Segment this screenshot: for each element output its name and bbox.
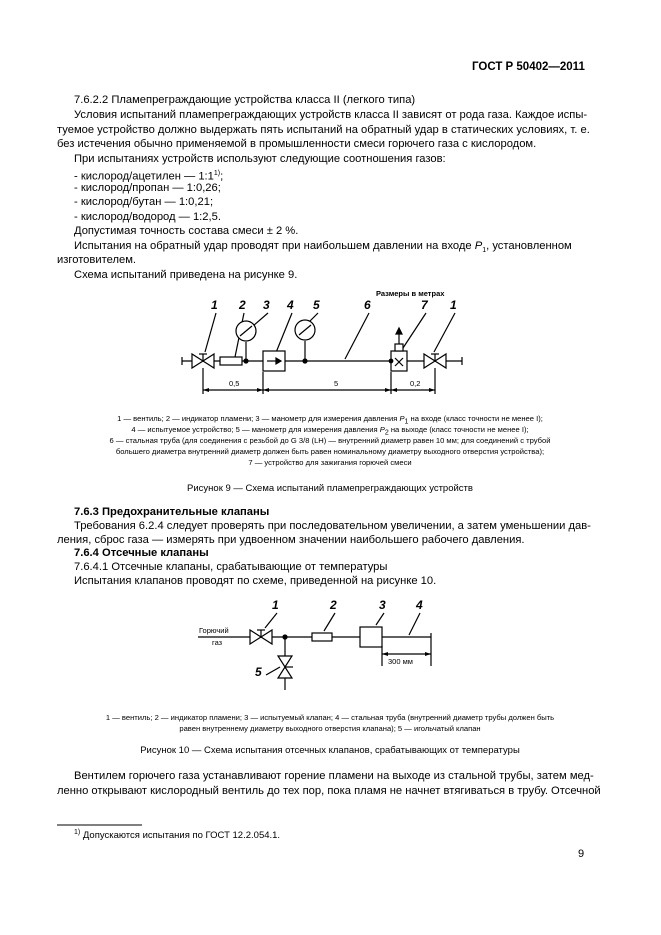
- accuracy-note: Допустимая точность состава смеси ± 2 %.: [74, 225, 299, 237]
- fig10-label-5: 5: [255, 665, 262, 679]
- text: , установленном: [486, 240, 572, 252]
- fig9-label-2: 2: [239, 298, 246, 312]
- paragraph-line: Условия испытаний пламепреграждающих устройств класса II зависят от рода газа. Каждое испы-: [74, 109, 588, 121]
- ratio-item: - кислород/бутан — 1:0,21;: [74, 196, 214, 208]
- fig9-label-6: 6: [364, 298, 371, 312]
- fig9-legend-line: 6 — стальная труба (для соединения с резьбой до G 3/8 (LH) — внутренний диаметр равен 10 мм; для соединений с трубой: [109, 436, 551, 445]
- fig9-label-4: 4: [287, 298, 294, 312]
- footnote-ref: 1): [213, 170, 221, 177]
- paragraph-line: без истечения обычно применяемой в промышленности смеси горючего газа с кислородом.: [57, 138, 537, 150]
- subscript: 1: [404, 418, 409, 426]
- fig10-caption: Рисунок 10 — Схема испытания отсечных клапанов, срабатывающих от температуры: [140, 745, 520, 756]
- ratio-text: - кислород/ацетилен — 1:1: [74, 170, 214, 183]
- symbol-p: P: [474, 240, 483, 252]
- text: 1 — вентиль; 2 — индикатор пламени; 3 — манометр для измерения давления: [117, 414, 400, 423]
- paragraph-line: туемое устройство должно выдержать пять испытаний на обратный удар в статических условиях, т. е.: [57, 124, 590, 136]
- fig10-label-1: 1: [272, 598, 279, 612]
- fig9-label-1b: 1: [450, 298, 457, 312]
- footnote: [74, 829, 280, 841]
- paragraph-line: Испытания клапанов проводят по схеме, приведенной на рисунке 10.: [74, 575, 437, 587]
- fig10-label-3: 3: [379, 598, 386, 612]
- page-number: 9: [578, 848, 585, 860]
- dim-0-5: 0,5: [229, 379, 240, 388]
- paragraph-line: изготовителем.: [57, 254, 136, 266]
- symbol-p: P: [379, 425, 385, 434]
- section-title: 7.6.4 Отсечные клапаны: [74, 547, 209, 559]
- fig9-label-3: 3: [263, 298, 270, 312]
- units-note: Размеры в метрах: [376, 289, 445, 298]
- text: Испытания на обратный удар проводят при наибольшем давлении на входе: [74, 240, 475, 252]
- fig9-caption: Рисунок 9 — Схема испытаний пламепреграждающих устройств: [187, 483, 473, 494]
- standard-header: ГОСТ Р 50402—2011: [472, 61, 585, 73]
- text: на входе (класс точности не менее I);: [408, 414, 543, 423]
- paragraph-line: Схема испытаний приведена на рисунке 9.: [74, 269, 298, 281]
- fig9-label-5: 5: [313, 298, 320, 312]
- fig10-legend-line: равен внутреннему диаметру выходного отверстия клапана); 5 — игольчатый клапан: [179, 724, 481, 733]
- footnote-text: Допускаются испытания по ГОСТ 12.2.054.1.: [80, 830, 281, 842]
- footnote-mark: 1): [74, 829, 81, 836]
- symbol-p: P: [399, 414, 405, 423]
- fig10-label-2: 2: [330, 598, 337, 612]
- gas-label: газ: [212, 638, 223, 647]
- section-title: 7.6.3 Предохранительные клапаны: [74, 506, 270, 518]
- dim-5: 5: [334, 379, 339, 388]
- paragraph-line: Вентилем горючего газа устанавливают горение пламени на выходе из стальной трубы, затем мед-: [74, 770, 594, 782]
- dim-0-2: 0,2: [410, 379, 421, 388]
- text: 4 — испытуемое устройство; 5 — манометр для измерения давления: [131, 425, 380, 434]
- text: на выходе (класс точности не менее I);: [388, 425, 529, 434]
- fig9-label-1: 1: [211, 298, 218, 312]
- dim-300mm: 300 мм: [388, 657, 413, 666]
- subscript: 2: [384, 429, 389, 437]
- subscript: 1: [482, 247, 487, 255]
- ratio-item: - кислород/пропан — 1:0,26;: [74, 182, 221, 194]
- ratio-item: - кислород/водород — 1:2,5.: [74, 211, 221, 223]
- paragraph-line: При испытаниях устройств используют следующие соотношения газов:: [74, 153, 446, 165]
- paragraph-line: ления, сброс газа — измерять при удвоенном значении наибольшего рабочего давления.: [57, 534, 525, 546]
- subsection-title: 7.6.4.1 Отсечные клапаны, срабатывающие от температуры: [74, 561, 388, 573]
- gas-label: Горючий: [199, 626, 229, 635]
- fig9-label-7: 7: [421, 298, 428, 312]
- paragraph-line: Требования 6.2.4 следует проверять при последовательном увеличении, а затем уменьшении дав-: [74, 520, 591, 532]
- section-title: 7.6.2.2 Пламепреграждающие устройства класса II (легкого типа): [74, 94, 416, 106]
- paragraph-line: ленно открывают кислородный вентиль до тех пор, пока пламя не начнет втягиваться в трубу. Отсечной: [57, 785, 601, 797]
- fig9-legend-line: большего диаметра внутренний диаметр должен быть равен номинальному диаметру выходного отверстия устройства);: [115, 447, 545, 456]
- fig10-legend-line: 1 — вентиль; 2 — индикатор пламени; 3 — испытуемый клапан; 4 — стальная труба (внутренний диаметр трубы должен быть: [105, 713, 555, 722]
- fig10-label-4: 4: [416, 598, 423, 612]
- ratio-tail: ;: [220, 170, 224, 183]
- fig9-legend-line: 7 — устройство для зажигания горючей смеси: [248, 458, 412, 467]
